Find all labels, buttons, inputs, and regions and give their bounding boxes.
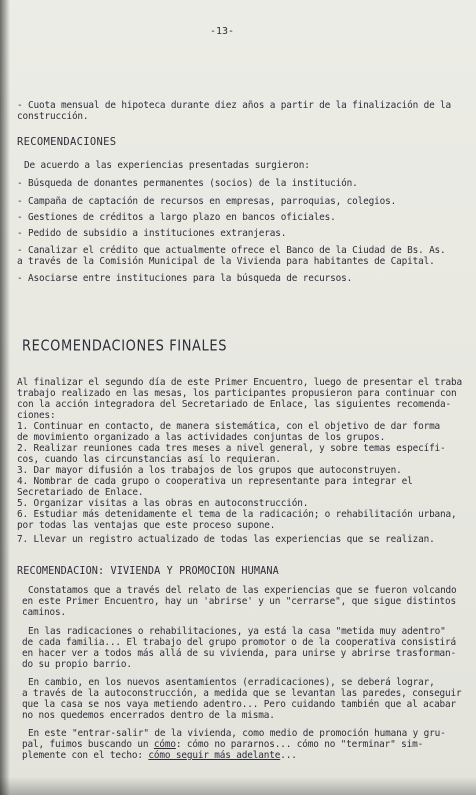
para3-line: no nos quedemos encerrados dentro de la misma. [22,710,275,721]
para3-line: que la casa se nos vaya metiendo adentro... Pero cuidando también que al acabar [22,699,457,710]
final-line: de movimiento organizado a las actividades conjuntas de los grupos. [17,432,386,443]
para4-emphasis: cómo seguir más adelante [148,750,281,761]
final-line: con la acción integradora del Secretariado de Enlace, las siguientes recomenda- [17,399,452,410]
para4-line: En este "entrar-salir" de la vivienda, como medio de promoción humana y gru- [28,728,446,739]
page-number: -13- [210,26,235,37]
para1-line: caminos. [22,607,66,618]
para4-text: : cómo no pararnos... cómo no "terminar" sim- [175,739,424,750]
final-line: 5. Organizar visitas a las obras en autoconstrucción. [17,498,309,509]
section-heading-vivienda: RECOMENDACION: VIVIENDA Y PROMOCION HUMANA [17,566,279,577]
intro-line: construcción. [17,111,89,122]
intro-line: - Cuota mensual de hipoteca durante diez años a partir de la finalización de la [17,100,452,111]
final-line: cos, cuando las circunstancias así lo requieran. [17,454,281,465]
rec-intro: De acuerdo a las experiencias presentadas surgieron: [24,160,310,171]
rec-item: - Gestiones de créditos a largo plazo en bancos oficiales. [17,212,336,223]
para4-text: ... [280,750,297,761]
para4-text: pal, fuimos buscando un [22,739,154,750]
rec-item: - Campaña de captación de recursos en empresas, parroquias, colegios. [17,196,397,207]
final-line: 4. Nombrar de cada grupo o cooperativa un representante para integrar el [17,476,413,487]
para4-line [22,739,423,750]
para4-line [22,750,297,761]
final-line: 1. Continuar en contacto, de manera sistemática, con el objetivo de dar forma [17,421,441,432]
para2-line: en hacer ver a todos más allá de su vivienda, para unirse y abrirse trasforman- [22,648,457,659]
rec-item: - Canalizar el crédito que actualmente ofrece el Banco de la Ciudad de Bs. As. [17,245,446,256]
final-line: Secretariado de Enlace. [17,487,144,498]
para2-line: de cada familia... El trabajo del grupo promotor o de la cooperativa consistirá [22,637,457,648]
rec-item: a través de la Comisión Municipal de la Vivienda para habitantes de Capital. [17,256,435,267]
para2-line: En las radicaciones o rehabilitaciones, ya está la casa "metida muy adentro" [28,626,446,637]
final-line: trabajo realizado en las mesas, los participantes propusieron para continuar con [17,388,457,399]
section-heading-recomendaciones-finales: RECOMENDACIONES FINALES [22,338,228,356]
rec-item: - Pedido de subsidio a instituciones extranjeras. [17,228,287,239]
para1-line: en este Primer Encuentro, hay un 'abrirse' y un "cerrarse", que sigue distintos [22,596,457,607]
para2-line: do su propio barrio. [22,659,132,670]
para4-emphasis: cómo [153,739,176,750]
rec-item: - Búsqueda de donantes permanentes (socios) de la institución. [17,178,358,189]
para3-line: En cambio, en los nuevos asentamientos (erradicaciones), se deberá lograr, [28,677,435,688]
final-line: por todas las ventajas que este proceso supone. [17,520,276,531]
final-line: 7. Llevar un registro actualizado de todas las experiencias que se realizan. [17,534,435,545]
final-line: Al finalizar el segundo día de este Primer Encuentro, luego de presentar el traba [17,377,463,388]
page-edge-shadow [0,0,10,795]
final-line: 2. Realizar reuniones cada tres meses a nivel general, y sobre temas específi- [17,443,446,454]
final-line: ciones: [17,410,56,421]
para1-line: Constatamos que a través del relato de las experiencias que se fueron volcando [28,585,457,596]
final-line: 3. Dar mayor difusión a los trabajos de los grupos que autoconstruyen. [17,465,402,476]
section-heading-recomendaciones: RECOMENDACIONES [17,136,117,148]
para4-text: plemente con el techo: [22,750,149,761]
page-bottom-shadow [0,777,476,795]
final-line: 6. Estudiar más detenidamente el tema de la radicación; o rehabilitación urbana, [17,509,457,520]
rec-item: - Asociarse entre instituciones para la búsqueda de recursos. [17,273,353,284]
para3-line: a través de la autoconstrucción, a medida que se levantan las paredes, conseguir [22,688,462,699]
